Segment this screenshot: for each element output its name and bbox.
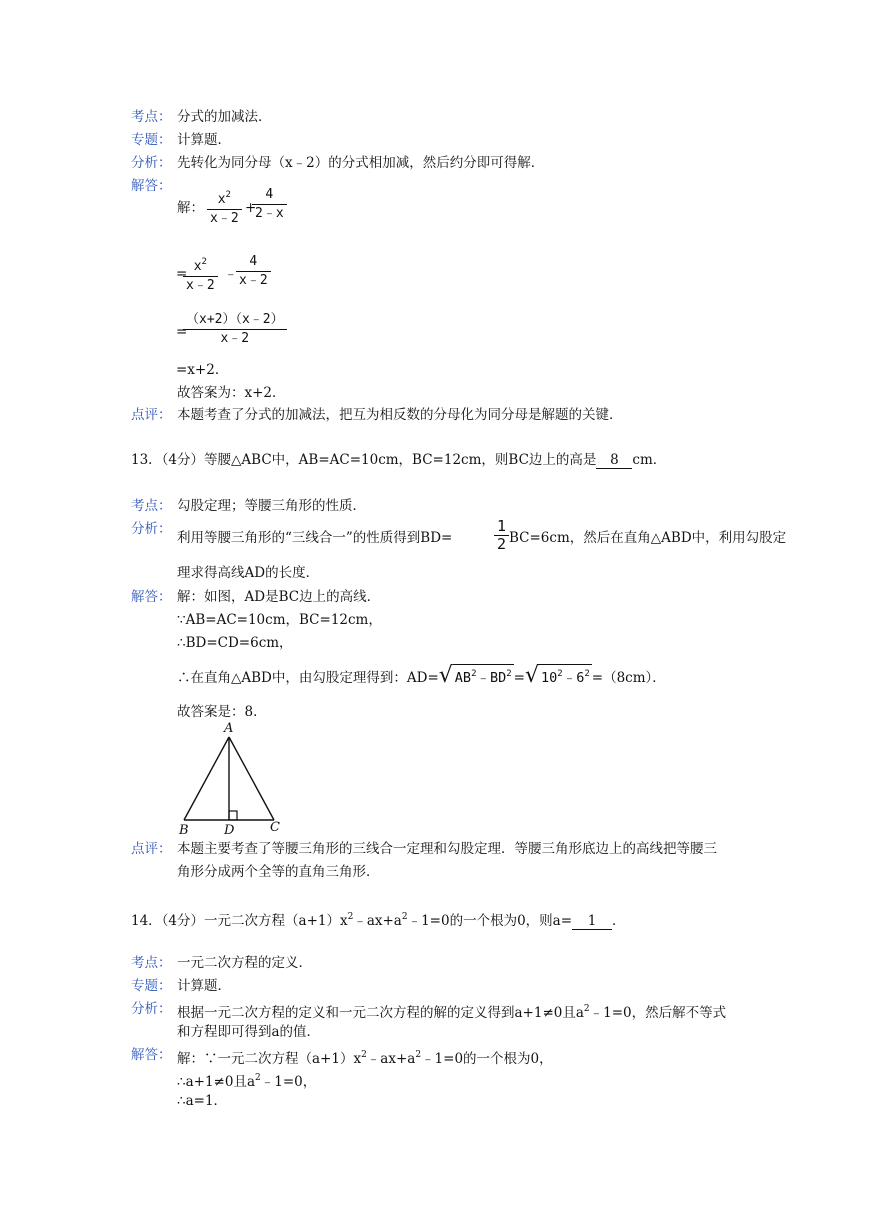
- question-13-stem: 13．（4分）等腰△ABC中，AB=AC=10cm，BC=12cm，则BC边上的高是 8 cm．: [131, 452, 667, 468]
- kaodian-text: 分式的加减法．: [177, 109, 272, 125]
- question-14-stem: 14．（4分）一元二次方程$(a+1)x^2﹣ax+a^2﹣1=0$的一个根为0，则a= 1 ．: [131, 912, 626, 929]
- vertex-label-d: D: [224, 823, 235, 838]
- solution-13-line4: ∴在直角△ABD中，由勾股定理得到：AD= √ $AB^2﹣BD^2$ = √ $10^2﹣6^2$ =（8cm）．: [177, 663, 666, 688]
- kaodian-text-13: 勾股定理；等腰三角形的性质．: [177, 498, 366, 514]
- jieda-label-13: 解答：: [131, 589, 172, 605]
- fenxi-text-13-part2: BC=6cm，然后在直角△ABD中，利用勾股定: [509, 530, 787, 546]
- answer-blank-14: 1: [572, 913, 612, 930]
- solution-13-line2: ∵AB=AC=10cm，BC=12cm，: [177, 612, 382, 628]
- answer-line: 故答案为：x+2．: [177, 385, 286, 401]
- fraction-one-half: 1 2: [494, 518, 509, 553]
- equals-2: =: [176, 324, 188, 340]
- dianping-label: 点评：: [131, 407, 172, 423]
- sqrt-10-6: √ $10^2﹣6^2$: [524, 663, 590, 688]
- vertex-label-c: C: [270, 820, 280, 835]
- kaodian-text-14: 一元二次方程的定义．: [177, 955, 312, 971]
- fraction-x2-over-x-2-b: $x^2$ x﹣2: [183, 253, 218, 295]
- dianping-label-13: 点评：: [131, 841, 172, 857]
- dianping-13-line2: 角形分成两个全等的直角三角形．: [177, 864, 380, 880]
- fenxi-text: 先转化为同分母（x﹣2）的分式相加减，然后约分即可得解．: [177, 155, 545, 171]
- jieda-label-14: 解答：: [131, 1047, 172, 1063]
- kaodian-label-13: 考点：: [131, 498, 172, 514]
- fraction-x2-over-x-2: $x^2$ x﹣2: [207, 186, 242, 228]
- zhuanti-label-14: 专题：: [131, 978, 172, 994]
- answer-blank-13: 8: [596, 452, 632, 469]
- solution-14-line3: ∴a=1．: [177, 1093, 228, 1109]
- answer-13: 故答案是：8．: [177, 704, 267, 720]
- solution-prefix: 解：: [177, 200, 204, 216]
- fenxi-label: 分析：: [131, 155, 172, 171]
- solution-14-line2: ∴a+1≠0且$a^2﹣1=0$，: [177, 1073, 317, 1090]
- vertex-label-b: B: [179, 823, 189, 838]
- fraction-4-over-2-x: 4 2﹣x: [252, 186, 287, 223]
- fraction-product-over-x-2: （x+2）（x﹣2） x﹣2: [183, 311, 287, 348]
- plus-sign: +: [245, 200, 257, 216]
- sqrt-ab2-bd2: √ $AB^2﹣BD^2$: [438, 663, 512, 688]
- solution-13-line1: 解：如图，AD是BC边上的高线．: [177, 589, 381, 605]
- fenxi-label-14: 分析：: [131, 1001, 172, 1017]
- kaodian-label-14: 考点：: [131, 955, 172, 971]
- minus-sign: ﹣: [224, 266, 238, 282]
- fenxi-text-13-part1: 利用等腰三角形的“三线合一”的性质得到BD=: [177, 530, 453, 546]
- dianping-text: 本题考查了分式的加减法，把互为相反数的分母化为同分母是解题的关键．: [177, 407, 623, 423]
- zhuanti-text: 计算题．: [177, 132, 231, 148]
- fenxi-text-13-line2: 理求得高线AD的长度．: [177, 565, 320, 581]
- dianping-13-line1: 本题主要考查了等腰三角形的三线合一定理和勾股定理．等腰三角形底边上的高线把等腰三: [177, 841, 717, 857]
- solution-13-line3: ∴BD=CD=6cm，: [177, 635, 293, 651]
- equals-1: =: [176, 266, 188, 282]
- fenxi-14-line1: 根据一元二次方程的定义和一元二次方程的解的定义得到a+1≠0且$a^2﹣1=0$，然后解不等式: [177, 1004, 727, 1021]
- fraction-4-over-x-2: 4 x﹣2: [236, 253, 271, 290]
- fenxi-14-line2: 和方程即可得到a的值．: [177, 1024, 321, 1040]
- zhuanti-label: 专题：: [131, 132, 172, 148]
- vertex-label-a: A: [224, 721, 234, 736]
- zhuanti-text-14: 计算题．: [177, 978, 231, 994]
- result-line: =x+2．: [176, 362, 229, 378]
- fenxi-label-13: 分析：: [131, 521, 172, 537]
- kaodian-label: 考点：: [131, 109, 172, 125]
- jieda-label: 解答：: [131, 178, 172, 194]
- solution-14-line1: 解：∵一元二次方程$(a+1)x^2﹣ax+a^2﹣1=0$的一个根为0，: [177, 1050, 553, 1067]
